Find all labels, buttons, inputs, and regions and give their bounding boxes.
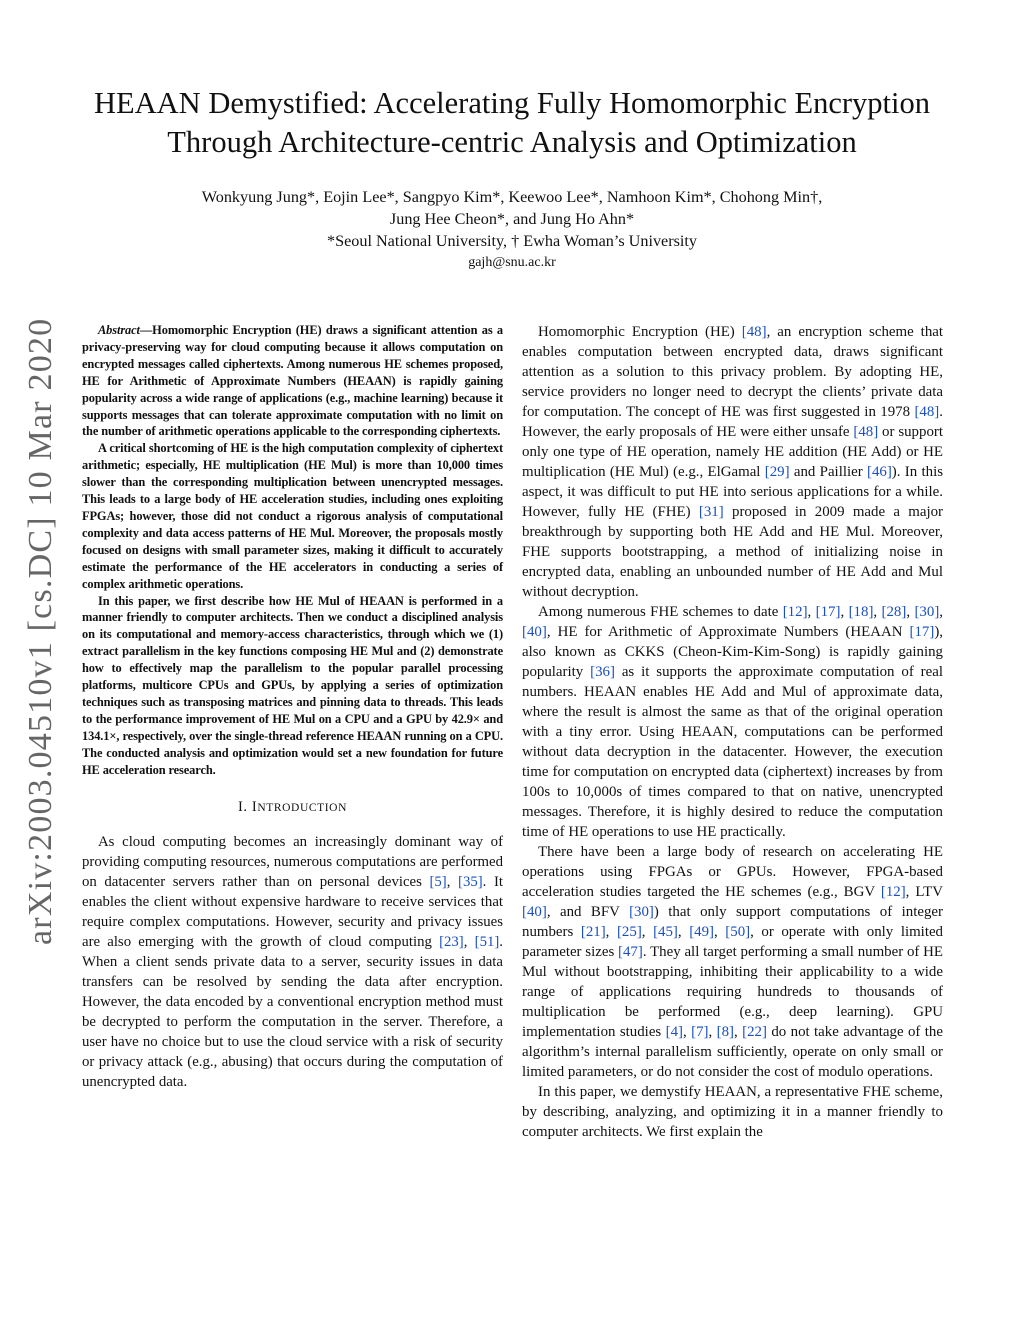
text-run: ,: [939, 604, 944, 620]
citation-link[interactable]: [30]: [914, 604, 940, 620]
citation-link[interactable]: [17]: [909, 624, 935, 640]
citation-link[interactable]: [12]: [880, 884, 906, 900]
text-run: ,: [463, 934, 475, 951]
intro-paragraph-5: In this paper, we demystify HEAAN, a representative FHE scheme, by describing, analyzing, and optimizing it in a manner friendly to computer architects. We first explain the: [522, 1084, 943, 1140]
text-run: ) that only support computations of integer numbers: [522, 904, 943, 940]
text-run: There have been a large body of research on accelerating HE operations using FPGAs or GPUs. However, FPGA-based acceleration studies targeted the HE schemes (e.g., BGV: [522, 844, 943, 900]
text-run: . However, the early proposals of HE were either unsafe: [522, 404, 943, 440]
citation-link[interactable]: [8]: [716, 1024, 734, 1040]
text-run: , and BFV: [546, 904, 630, 920]
text-run: , HE for Arithmetic of Approximate Numbers (HEAAN: [546, 624, 910, 640]
citation-link[interactable]: [49]: [689, 924, 714, 940]
abstract: [82, 322, 503, 778]
author-block: [60, 186, 964, 274]
paper-title-line2: Through Architecture-centric Analysis and Optimization: [167, 125, 857, 159]
citation-link[interactable]: [40]: [522, 624, 547, 640]
text-run: ,: [708, 1024, 717, 1040]
citation-link[interactable]: [50]: [725, 924, 751, 940]
text-run: proposed in 2009 made a major breakthrough by supporting both HE Add and HE Mul. Moreover, FHE supports bootstrapping, a method of initializing noise in encrypted data, enabling an unbounded number of HE Add and Mul without decryption.: [522, 504, 943, 600]
section-number: I.: [238, 799, 248, 816]
citation-link[interactable]: [7]: [691, 1024, 709, 1040]
text-run: ,: [714, 924, 726, 940]
citation-link[interactable]: [5]: [429, 874, 447, 891]
text-run: ,: [446, 874, 459, 891]
text-run: . They all target performing a small number of HE Mul without bootstrapping, inhibiting their applicability to a wide range of applications requiring hundreds to thousands of multiplication be performed (e.g., deep learning). GPU implementation studies: [522, 944, 943, 1040]
text-run: ,: [677, 924, 690, 940]
section-title-initial: I: [251, 799, 258, 816]
citation-link[interactable]: [23]: [439, 934, 464, 951]
text-run: , LTV: [905, 884, 943, 900]
text-run: ,: [683, 1024, 692, 1040]
text-run: ,: [641, 924, 654, 940]
citation-link[interactable]: [31]: [698, 504, 724, 520]
text-run: Homomorphic Encryption (HE): [538, 324, 742, 340]
paper-title-line1: HEAAN Demystified: Accelerating Fully Homomorphic Encryption: [93, 86, 931, 120]
intro-paragraph-1: [82, 832, 503, 1092]
citation-link[interactable]: [45]: [653, 924, 678, 940]
abstract-paragraph-1: [82, 322, 503, 440]
text-run: or support only one type of HE operation, namely HE addition (HE Add) or HE multiplication (HE Mul) (e.g., ElGamal: [522, 424, 943, 480]
left-column: [82, 322, 503, 1092]
paper-title: [60, 84, 964, 162]
intro-paragraph-2: [522, 322, 943, 602]
arxiv-identifier: arXiv:2003.04510v1 [cs.DC] 10 Mar 2020: [22, 317, 59, 945]
affiliations: *Seoul National University, † Ewha Woman’s University: [326, 232, 698, 250]
citation-link[interactable]: [35]: [458, 874, 483, 891]
citation-link[interactable]: [46]: [866, 464, 892, 480]
text-run: ,: [840, 604, 849, 620]
intro-paragraph-3: [522, 602, 943, 842]
citation-link[interactable]: [17]: [815, 604, 841, 620]
citation-link[interactable]: [47]: [618, 944, 643, 960]
citation-link[interactable]: [36]: [590, 664, 615, 680]
text-run: . It enables the client without expensive hardware to receive services that require complex computations. However, security and privacy issues are also emerging with the growth of cloud computing: [82, 874, 503, 951]
citation-link[interactable]: [25]: [616, 924, 642, 940]
citation-link[interactable]: [48]: [914, 404, 940, 420]
authors-line1: Wonkyung Jung*, Eojin Lee*, Sangpyo Kim*, Keewoo Lee*, Namhoon Kim*, Chohong Min†,: [201, 188, 823, 206]
text-run: ,: [873, 604, 882, 620]
intro-paragraph-4: [522, 842, 943, 1082]
citation-link[interactable]: [48]: [853, 424, 879, 440]
section-heading-introduction: [82, 797, 503, 818]
text-run: ), also known as CKKS (Cheon-Kim-Kim-Song) is rapidly gaining popularity: [522, 624, 943, 680]
text-run: . When a client sends private data to a server, security issues in data transfers can be resolved by sending the data after encryption. However, the data encoded by a conventional encryption method must be decrypted to perform the computation in the server. Therefore, a user have no choice but to use the cloud service with a risk of security or privacy attack (e.g., abusing) that occurs during the computation of unencrypted data.: [82, 934, 503, 1091]
right-column: [522, 322, 943, 1142]
text-run: , an encryption scheme that enables computation between encrypted data, draws significant attention as a solution to this privacy problem. By adopting HE, service providers no longer need to decrypt the clients’ private data for computation. The concept of HE was first suggested in 1978: [522, 324, 944, 420]
citation-link[interactable]: [21]: [580, 924, 606, 940]
abstract-p1-text: —Homomorphic Encryption (HE) draws a significant attention as a privacy-preserving way for cloud computing because it allows computation on encrypted messages called ciphertexts. Among numerous HE schemes proposed, HE for Arithmetic of Approximate Numbers (HEAAN) is rapidly gaining popularity across a wide range of applications (e.g., machine learning) because it supports messages that can tolerate approximate computation with no limit on the number of arithmetic operations applicable to the corresponding ciphertexts.: [82, 323, 503, 439]
abstract-label: Abstract: [98, 323, 140, 337]
authors-line2: Jung Hee Cheon*, and Jung Ho Ahn*: [389, 210, 635, 228]
text-run: ,: [734, 1024, 743, 1040]
citation-link[interactable]: [51]: [474, 934, 500, 951]
text-run: ). In this aspect, it was difficult to put HE into serious applications for a while. However, fully HE (FHE): [522, 464, 943, 520]
text-run: do not take advantage of the algorithm’s internal parallelism sufficiently, operate on only small or limited parameters, or do not consider the cost of modulo operations.: [522, 1024, 943, 1080]
section-title-rest: NTRODUCTION: [257, 802, 347, 815]
text-run: , or operate with only limited parameter sizes: [522, 924, 944, 960]
text-run: ,: [807, 604, 816, 620]
citation-link[interactable]: [4]: [665, 1024, 683, 1040]
text-run: As cloud computing becomes an increasingly dominant way of providing computing resources, numerous computations are performed on datacenter servers rather than on personal devices: [82, 834, 503, 891]
text-run: and Paillier: [789, 464, 867, 480]
contact-email: gajh@snu.ac.kr: [468, 255, 556, 270]
text-run: ,: [605, 924, 617, 940]
citation-link[interactable]: [18]: [848, 604, 874, 620]
citation-link[interactable]: [48]: [741, 324, 767, 340]
abstract-paragraph-2: A critical shortcoming of HE is the high computation complexity of ciphertext arithmetic; especially, HE multiplication (HE Mul) is more than 10,000 times slower than the corresponding multiplication between unencrypted messages. This leads to a large body of HE acceleration studies, including ones exploiting FPGAs; however, those did not conduct a rigorous analysis of computational complexity and data access patterns of HE Mul. Moreover, the proposals mostly focused on designs with small parameter sizes, making it difficult to accurately estimate the performance of the HE accelerators in conducting a series of complex arithmetic operations.: [82, 441, 503, 591]
text-run: Among numerous FHE schemes to date: [538, 604, 783, 620]
text-run: as it supports the approximate computation of real numbers. HEAAN enables HE Add and Mul of approximate data, where the result is almost the same as that of the original operation with a tiny error. Using HEAAN, computations can be performed without data decryption in the datacenter. However, the execution time for computation on encrypted data (ciphertext) increases by from 100s to 10,000s of times compared to that on native, unencrypted messages. Therefore, it is highly desired to reduce the computation time of HE operations to use HE practically.: [522, 664, 943, 840]
citation-link[interactable]: [40]: [522, 904, 547, 920]
citation-link[interactable]: [22]: [742, 1024, 767, 1040]
citation-link[interactable]: [29]: [764, 464, 790, 480]
citation-link[interactable]: [28]: [881, 604, 907, 620]
citation-link[interactable]: [30]: [629, 904, 654, 920]
citation-link[interactable]: [12]: [782, 604, 808, 620]
abstract-paragraph-3: In this paper, we first describe how HE Mul of HEAAN is performed in a manner friendly to computer architects. Then we conduct a disciplined analysis on its computational and memory-access characteristics, through which we (1) extract parallelism in the key functions composing HE Mul and (2) demonstrate how to effectively map the parallelism to the popular parallel processing platforms, multicore CPUs and GPUs, by applying a series of optimization techniques such as transposing matrices and pinning data to threads. This leads to the performance improvement of HE Mul on a CPU and a GPU by 42.9× and 134.1×, respectively, over the single-thread reference HEAAN running on a CPU. The conducted analysis and optimization would set a new foundation for future HE acceleration research.: [82, 593, 503, 777]
text-run: ,: [906, 604, 915, 620]
